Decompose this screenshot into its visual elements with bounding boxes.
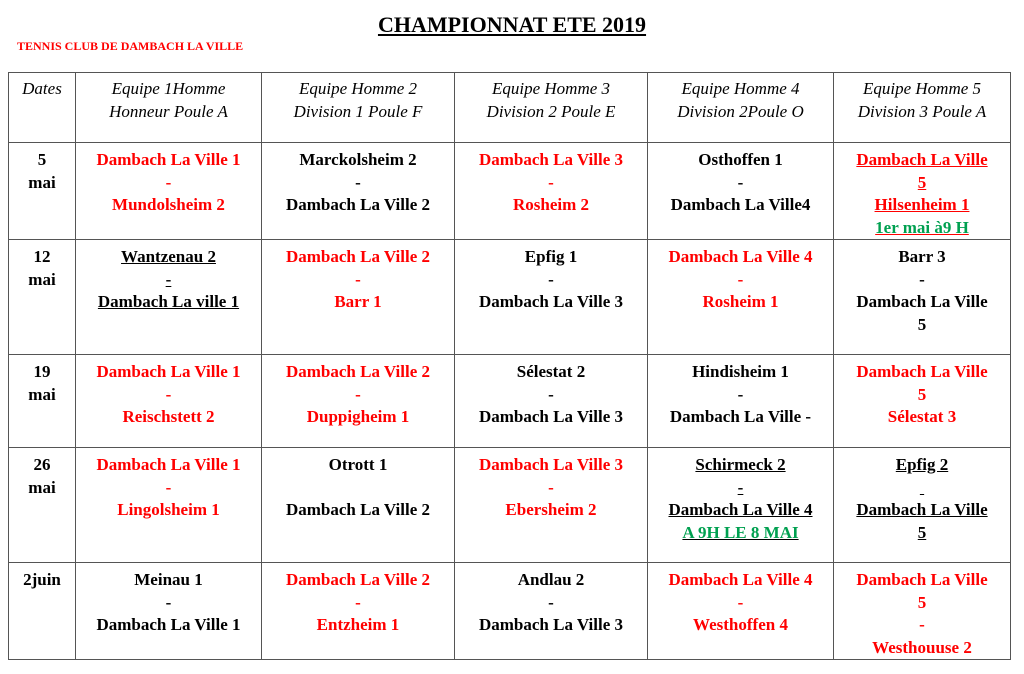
match-separator: -	[165, 172, 172, 192]
header-team-5-line1: Equipe Homme 5	[862, 79, 982, 98]
match-separator: -	[355, 172, 361, 192]
match-cell	[455, 563, 648, 660]
team-away: Reischstett 2	[122, 407, 215, 426]
match-cell	[76, 355, 262, 448]
team-home: Epfig 2	[895, 455, 949, 474]
date-day: 19	[33, 362, 51, 381]
match-separator: -	[165, 384, 172, 404]
match-cell	[834, 563, 1011, 660]
team-away: Dambach La Ville 2	[285, 195, 431, 214]
team-away: Dambach La Ville -	[669, 407, 812, 426]
team-number: 5	[917, 522, 927, 542]
match-separator: -	[165, 269, 172, 289]
date-day: 26	[33, 455, 51, 474]
schedule-table	[8, 72, 1011, 660]
match-cell	[648, 240, 834, 355]
match-cell	[262, 355, 455, 448]
team-away: Sélestat 3	[887, 407, 957, 426]
match-cell	[455, 448, 648, 563]
team-home: Dambach La Ville 1	[96, 455, 241, 474]
team-home: Marckolsheim 2	[299, 150, 417, 169]
team-home: Dambach La Ville 4	[668, 247, 813, 266]
team-away: Mundolsheim 2	[112, 195, 225, 214]
match-cell	[834, 143, 1011, 240]
match-separator: -	[548, 592, 554, 612]
header-team-2	[262, 73, 455, 143]
team-home: Dambach La Ville	[856, 362, 988, 381]
title-text: CHAMPIONNAT ETE 2019	[377, 12, 647, 37]
header-dates-label: Dates	[22, 79, 62, 98]
team-home: Dambach La Ville 3	[478, 455, 624, 474]
team-home: Dambach La Ville 3	[478, 150, 624, 169]
match-separator	[264, 477, 452, 500]
table-row	[9, 240, 1011, 355]
team-away: Dambach La Ville 4	[668, 500, 813, 519]
team-away: Rosheim 1	[702, 292, 779, 311]
date-month: mai	[28, 384, 56, 404]
table-row	[9, 143, 1011, 240]
match-cell	[76, 563, 262, 660]
match-cell	[834, 448, 1011, 563]
team-away: Dambach La Ville4	[670, 195, 811, 214]
header-team-4	[648, 73, 834, 143]
date-month: mai	[28, 269, 56, 289]
match-cell	[455, 240, 648, 355]
match-separator: -	[355, 269, 361, 289]
match-separator: -	[548, 477, 554, 497]
header-team-3-line2: Division 2 Poule E	[486, 101, 616, 121]
team-away: Entzheim 1	[316, 615, 400, 634]
match-cell	[262, 240, 455, 355]
match-cell	[648, 143, 834, 240]
date-cell	[9, 240, 76, 355]
header-team-3-line1: Equipe Homme 3	[491, 79, 611, 98]
date-cell	[9, 355, 76, 448]
date-day: 2juin	[23, 570, 61, 589]
date-month: mai	[28, 172, 56, 192]
header-team-3	[455, 73, 648, 143]
team-away: Dambach La Ville 3	[478, 615, 624, 634]
team-home: Dambach La Ville	[856, 570, 988, 589]
header-dates	[9, 73, 76, 143]
match-cell	[834, 355, 1011, 448]
team-away: Barr 1	[334, 292, 382, 311]
team-number: 5	[917, 384, 927, 404]
match-cell	[455, 143, 648, 240]
match-separator: -	[548, 384, 554, 404]
team-home: Hindisheim 1	[692, 362, 789, 381]
match-cell	[76, 240, 262, 355]
date-cell	[9, 143, 76, 240]
team-home: Barr 3	[898, 247, 946, 266]
header-team-1-line2: Honneur Poule A	[109, 101, 228, 121]
team-away: Dambach La Ville 3	[478, 292, 624, 311]
team-away: Ebersheim 2	[505, 500, 597, 519]
match-cell	[262, 448, 455, 563]
team-away: Duppigheim 1	[306, 407, 410, 426]
team-away: Westhoffen 4	[693, 615, 788, 634]
match-separator: -	[165, 477, 172, 497]
match-cell	[262, 563, 455, 660]
team-number: 5	[917, 314, 927, 334]
team-away: Hilsenheim 1	[874, 195, 970, 214]
match-separator: -	[355, 384, 361, 404]
match-separator: -	[355, 592, 361, 612]
date-cell	[9, 563, 76, 660]
header-team-4-line1: Equipe Homme 4	[681, 79, 800, 98]
match-cell	[76, 448, 262, 563]
team-home: Dambach La Ville 2	[285, 362, 431, 381]
match-cell	[455, 355, 648, 448]
date-cell	[9, 448, 76, 563]
team-away: Dambach La Ville 3	[478, 407, 624, 426]
team-number: 5	[917, 172, 927, 192]
match-separator: -	[548, 269, 554, 289]
team-home: Dambach La Ville 4	[668, 570, 813, 589]
date-day: 5	[37, 150, 47, 169]
team-home: Dambach La Ville	[856, 150, 988, 169]
team-home: Dambach La Ville 1	[96, 362, 241, 381]
team-away: Dambach La Ville 1	[96, 615, 241, 634]
match-separator: -	[165, 592, 172, 612]
match-separator: -	[737, 269, 744, 289]
team-home: Schirmeck 2	[695, 455, 786, 474]
match-cell	[834, 240, 1011, 355]
header-row	[9, 73, 1011, 143]
header-team-2-line2: Division 1 Poule F	[293, 101, 423, 121]
team-home: Dambach La Ville 1	[96, 150, 241, 169]
match-separator: -	[919, 615, 925, 634]
table-row	[9, 355, 1011, 448]
match-separator: -	[548, 172, 554, 192]
header-team-5-line2: Division 3 Poule A	[857, 101, 987, 121]
match-cell	[648, 448, 834, 563]
team-home: Epfig 1	[524, 247, 578, 266]
match-cell	[648, 563, 834, 660]
team-home: Dambach La Ville 2	[285, 570, 431, 589]
date-day: 12	[33, 247, 51, 266]
match-separator: -	[737, 384, 744, 404]
team-home: Andlau 2	[517, 570, 585, 589]
team-away: Westhouuse 2	[872, 637, 972, 657]
team-home: Wantzenau 2	[121, 247, 216, 266]
header-team-4-line2: Division 2Poule O	[677, 101, 804, 121]
club-name: TENNIS CLUB DE DAMBACH LA VILLE	[17, 39, 244, 53]
header-team-1	[76, 73, 262, 143]
team-home: Osthoffen 1	[698, 150, 783, 169]
match-cell	[262, 143, 455, 240]
page-title	[0, 12, 1024, 38]
team-home: Dambach La Ville 2	[285, 247, 431, 266]
team-home: Otrott 1	[328, 455, 388, 474]
match-note: A 9H LE 8 MAI	[682, 522, 799, 542]
table-row	[9, 448, 1011, 563]
header-team-1-line1: Equipe 1Homme	[111, 79, 226, 98]
team-away: Dambach La Ville 2	[285, 500, 431, 519]
header-team-5	[834, 73, 1011, 143]
match-separator: -	[919, 269, 925, 289]
date-month: mai	[28, 477, 56, 497]
match-separator: -	[737, 592, 744, 612]
match-note: 1er mai à9 H	[875, 217, 969, 237]
match-cell	[648, 355, 834, 448]
match-separator: -	[737, 477, 744, 497]
match-cell	[76, 143, 262, 240]
team-home: Sélestat 2	[516, 362, 586, 381]
team-away: Rosheim 2	[512, 195, 590, 214]
match-separator: -	[737, 172, 744, 192]
header-team-2-line1: Equipe Homme 2	[298, 79, 418, 98]
team-away: Dambach La ville 1	[97, 292, 240, 311]
team-number: 5	[917, 592, 927, 612]
team-away: Dambach La Ville	[856, 500, 988, 519]
table-row	[9, 563, 1011, 660]
team-away: Lingolsheim 1	[117, 500, 220, 519]
match-separator	[836, 477, 1008, 500]
team-away: Dambach La Ville	[856, 292, 988, 311]
team-home: Meinau 1	[134, 570, 203, 589]
